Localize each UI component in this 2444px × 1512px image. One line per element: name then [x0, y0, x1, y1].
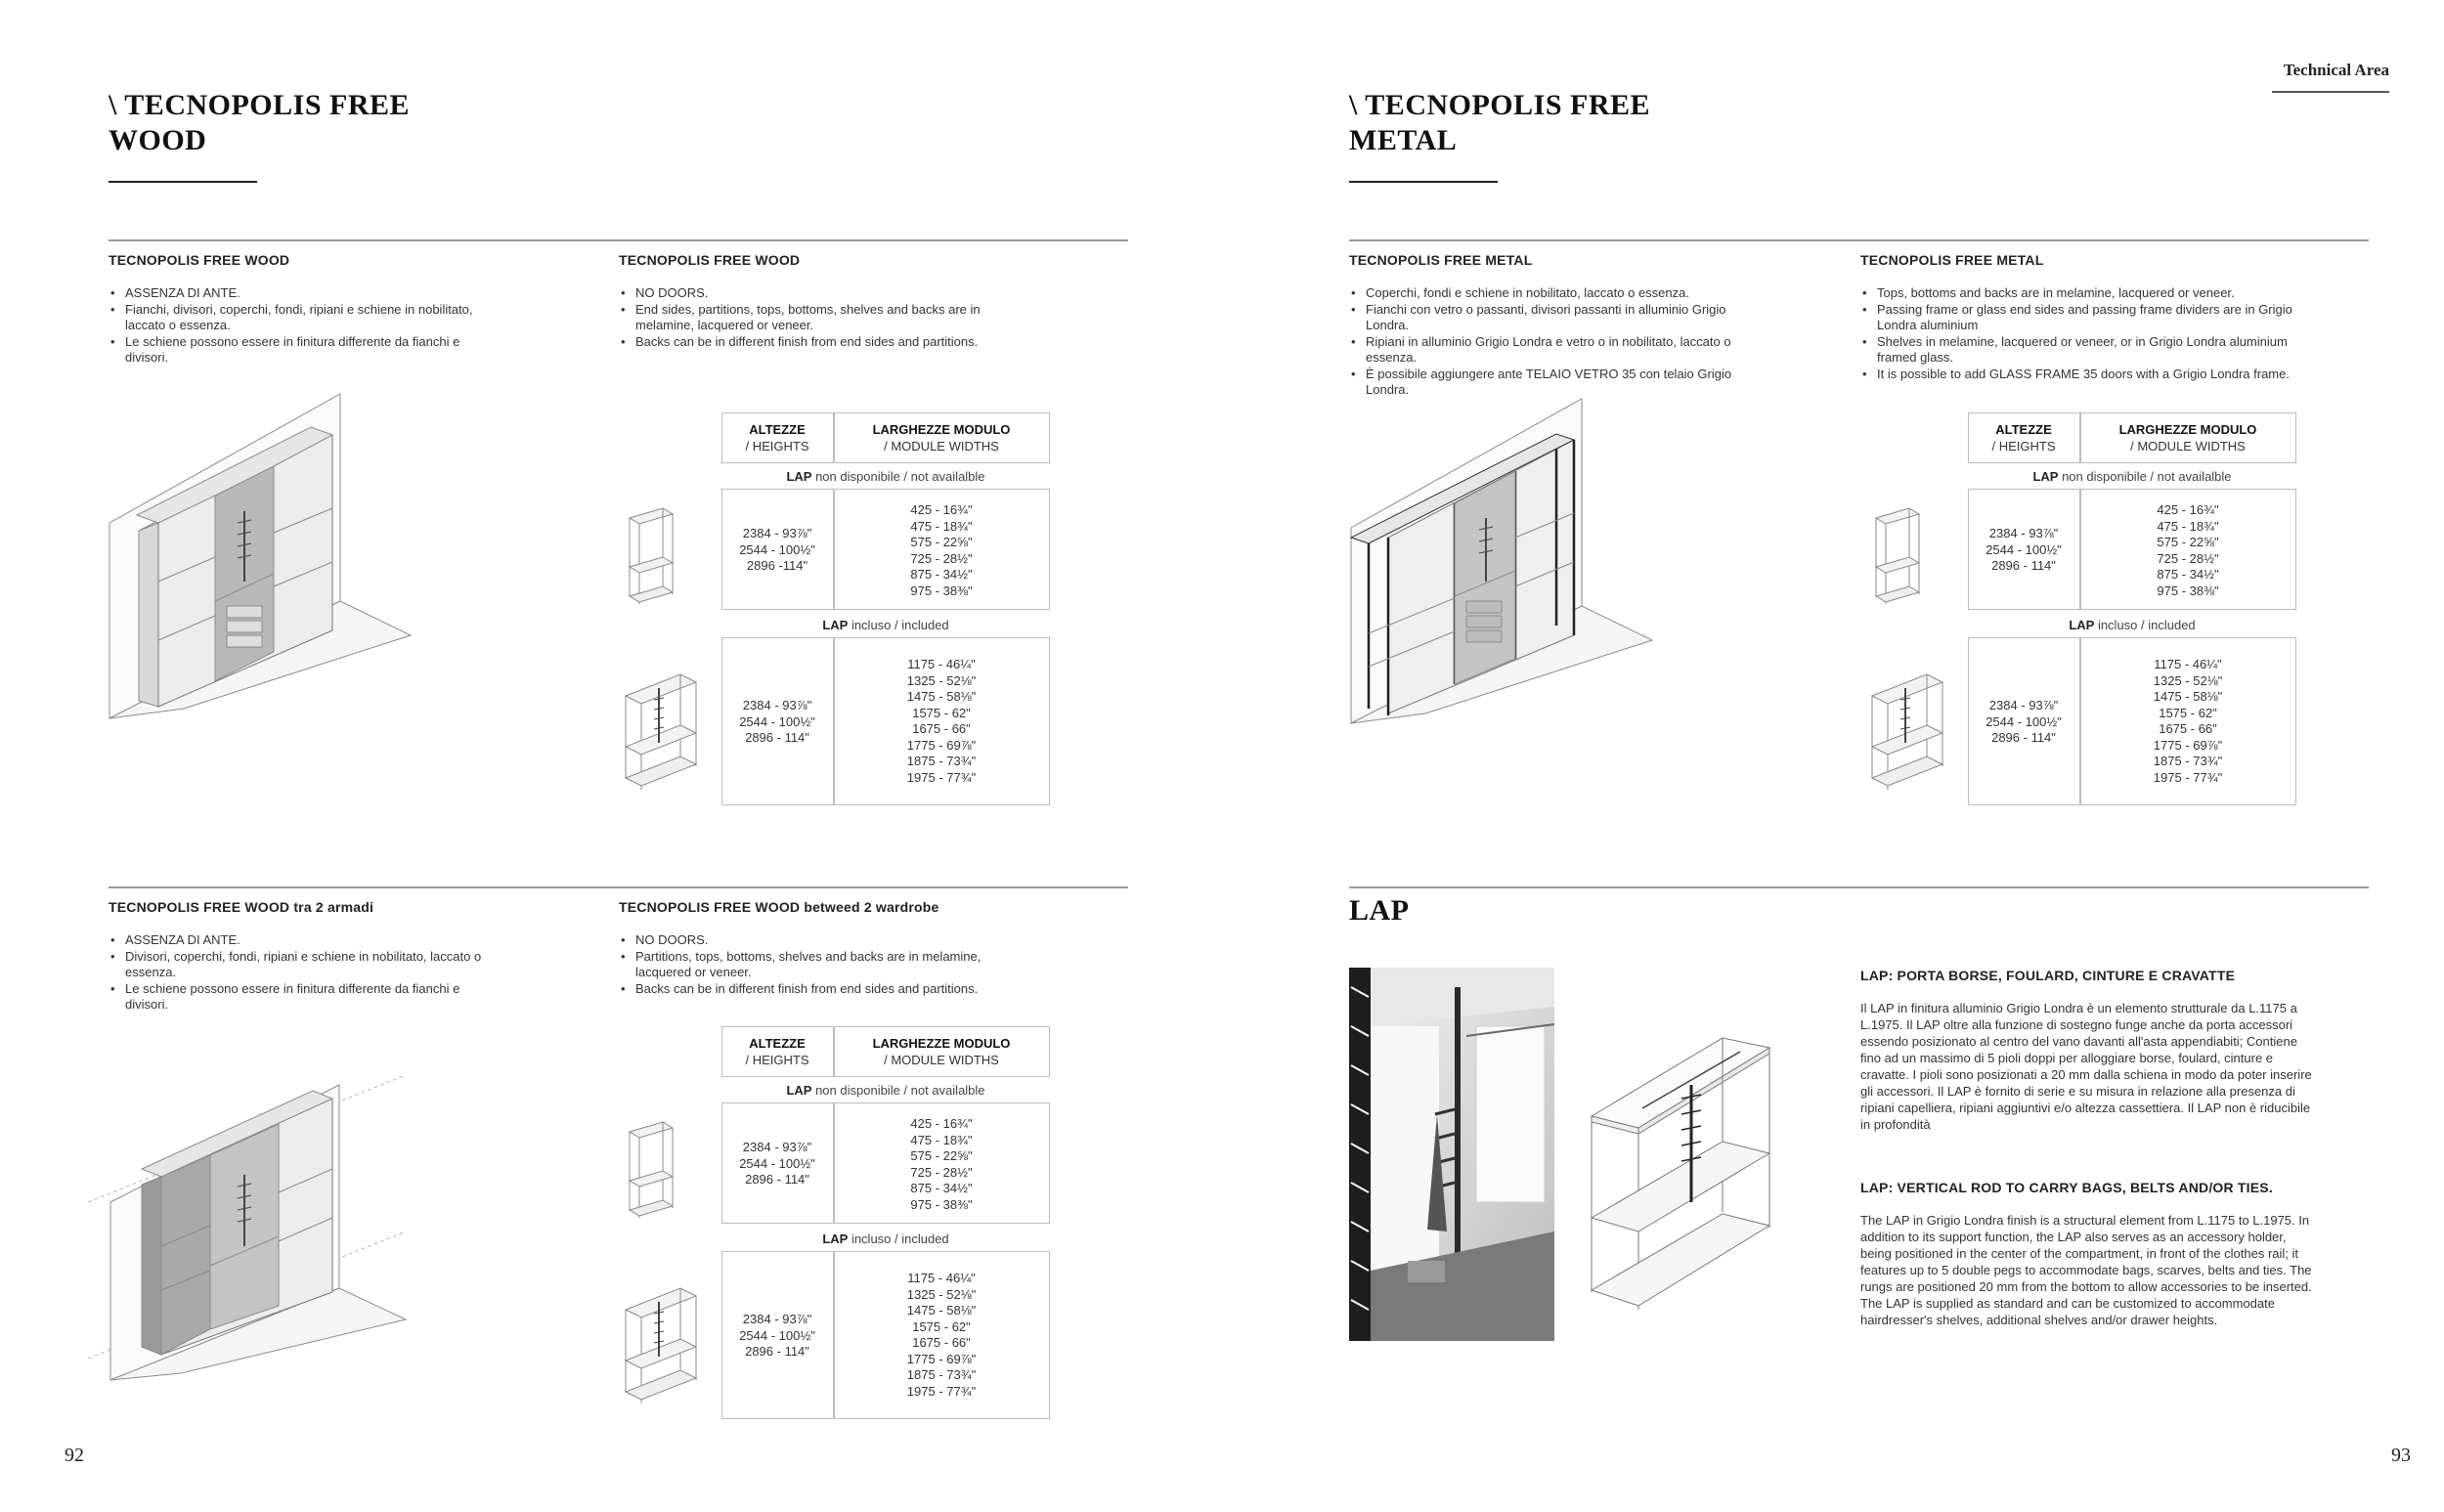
bullet-list	[109, 932, 500, 1014]
width-value: 1325 - 52⅛"	[906, 672, 977, 688]
bullet-list	[619, 285, 1029, 350]
col-header-heights: ALTEZZE	[749, 1036, 806, 1051]
width-value: 1875 - 73¾"	[906, 754, 977, 768]
module-icon-small	[622, 1120, 680, 1228]
bullet-item: • ASSENZA DI ANTE.	[109, 932, 500, 949]
lap-en-heading: LAP: VERTICAL ROD TO CARRY BAGS, BELTS AND/OR TIES.	[1860, 1180, 2273, 1195]
section-wood2-en	[619, 899, 1029, 997]
wardrobe-metal-illustration	[1339, 391, 1672, 728]
bullet-item: • Backs can be in different finish from end sides and partitions.	[619, 981, 1029, 998]
lap-included-caption: LAP incluso / included	[2069, 618, 2196, 632]
width-value: 425 - 16¾"	[910, 502, 973, 517]
col-header-heights-en: / HEIGHTS	[745, 438, 809, 454]
lap-not-available-caption: LAP non disponibile / not availalble	[786, 469, 985, 484]
width-value: 1175 - 46¼"	[907, 657, 976, 671]
col-header-heights-en: / HEIGHTS	[1991, 438, 2056, 454]
width-value: 1575 - 62"	[2159, 705, 2217, 720]
height-value: 2544 - 100½"	[1986, 541, 2062, 557]
width-value: 1325 - 52⅛"	[906, 1286, 977, 1302]
page-title-wood	[109, 88, 410, 158]
bullet-item: • End sides, partitions, tops, bottoms, shelves and backs are in melamine, lacquered or veneer.	[619, 302, 1029, 334]
width-value: 875 - 34½"	[910, 1181, 973, 1195]
width-value: 475 - 18¾"	[910, 518, 973, 534]
module-icon-small	[1868, 506, 1927, 614]
col-header-heights-en: / HEIGHTS	[745, 1052, 809, 1067]
section-label-rule	[2272, 91, 2389, 93]
section-heading: TECNOPOLIS FREE METAL	[1349, 252, 1533, 268]
bullet-item: • NO DOORS.	[619, 932, 1029, 949]
width-value: 1975 - 77¾"	[906, 769, 977, 785]
height-value: 2896 -114"	[746, 558, 808, 573]
bullet-item: • Le schiene possono essere in finitura differente da fianchi e divisori.	[109, 334, 500, 367]
bullet-item: • Fianchi con vetro o passanti, divisori passanti in alluminio Grigio Londra.	[1349, 302, 1760, 334]
height-value: 2544 - 100½"	[739, 1327, 815, 1343]
width-value: 1875 - 73¾"	[906, 1367, 977, 1382]
height-value: 2384 - 93⅞"	[742, 1140, 812, 1154]
dimension-table-wood-between	[616, 1026, 1066, 1427]
width-value: 725 - 28½"	[910, 1164, 973, 1180]
divider	[109, 886, 1128, 888]
module-icon-large-with-lap	[1866, 669, 1950, 801]
section-heading: TECNOPOLIS FREE WOOD	[619, 252, 801, 268]
width-value: 1575 - 62"	[912, 1318, 971, 1334]
section-label: Technical Area	[2283, 61, 2389, 79]
height-value: 2544 - 100½"	[739, 713, 815, 729]
bullet-list	[1860, 285, 2310, 382]
width-value: 725 - 28½"	[910, 550, 973, 566]
lap-description-en	[1860, 1180, 2320, 1328]
col-header-widths-en: / MODULE WIDTHS	[2130, 438, 2246, 454]
lap-it-text: Il LAP in finitura alluminio Grigio Londra è un elemento strutturale da L.1175 a L.1975. Il LAP oltre alla funzione di sostegno funge anche da porta accessori essendo posizionato al centro del vano davanti all'asta appendiabiti; Contiene fino ad un massimo di 5 pioli doppi per alloggiare borse, foulard, cinture e cravatte. I pioli sono posizionati a 20 mm dalla schiena in modo da poter inserire gli accessori. Il LAP è fornito di serie e su misura in relazione alla presenza di ripiani capelliera, ripiani aggiuntivi e/o altezza cassettiera. Il LAP non è riducibile in profondità	[1860, 1001, 2312, 1132]
width-value: 1475 - 58⅛"	[906, 689, 977, 704]
width-value: 725 - 28½"	[2157, 550, 2219, 566]
divider	[1349, 886, 2369, 888]
section-metal-it	[1349, 252, 1760, 399]
page-title-metal-line1: \ TECNOPOLIS FREE	[1349, 89, 1651, 121]
page-number-left: 92	[65, 1445, 84, 1466]
bullet-item: • Le schiene possono essere in finitura differente da fianchi e divisori.	[109, 981, 500, 1014]
lap-en-text: The LAP in Grigio Londra finish is a structural element from L.1175 to L.1975. In addition to its support function, the LAP also serves as an accessory holder, being positioned in the center of the compartment, in front of the clothes rail; it features up to 5 double pegs to accommodate bags, scarves, belts and ties. The rungs are positioned 20 mm from the bottom to allow accessories to be inserted. The LAP is supplied as standard and can be customized to accommodate hairdresser's shelves, additional shelves and/or drawer heights.	[1860, 1213, 2312, 1327]
width-value: 1775 - 69⅞"	[906, 1351, 977, 1366]
width-value: 1875 - 73¾"	[2153, 754, 2223, 768]
lap-description-it	[1860, 968, 2320, 1133]
bullet-item: • Ripiani in alluminio Grigio Londra e vetro o in nobilitato, laccato o essenza.	[1349, 334, 1760, 367]
height-value: 2896 - 114"	[745, 730, 809, 745]
width-value: 1175 - 46¼"	[907, 1271, 976, 1285]
col-header-widths: LARGHEZZE MODULO	[2118, 422, 2257, 437]
width-value: 475 - 18¾"	[910, 1132, 973, 1147]
width-value: 1975 - 77¾"	[2153, 769, 2223, 785]
width-value: 1325 - 52⅛"	[2153, 672, 2223, 688]
width-value: 975 - 38⅜"	[910, 583, 973, 598]
bullet-list	[619, 932, 1029, 997]
width-value: 975 - 38⅜"	[2157, 583, 2219, 598]
dimension-table-metal	[1862, 412, 2312, 813]
section-wood2-it	[109, 899, 500, 1014]
module-icon-large-with-lap	[620, 669, 704, 801]
page-number-right: 93	[2391, 1445, 2411, 1466]
width-value: 1675 - 66"	[2159, 721, 2217, 736]
height-value: 2896 - 114"	[745, 1344, 809, 1359]
width-value: 875 - 34½"	[910, 567, 973, 582]
lap-not-available-caption: LAP non disponibile / not availalble	[2032, 469, 2232, 484]
dimension-table-wood	[616, 412, 1066, 813]
title-rule	[109, 181, 257, 183]
bullet-list	[1349, 285, 1760, 399]
height-value: 2544 - 100½"	[739, 541, 815, 557]
col-header-widths-en: / MODULE WIDTHS	[884, 1052, 999, 1067]
width-value: 1575 - 62"	[912, 705, 971, 720]
page-title-wood-line2: WOOD	[109, 124, 207, 156]
bullet-item: • Tops, bottoms and backs are in melamine, lacquered or veneer.	[1860, 285, 2310, 302]
height-value: 2384 - 93⅞"	[742, 526, 812, 540]
height-value: 2384 - 93⅞"	[1988, 698, 2059, 713]
lap-included-caption: LAP incluso / included	[822, 618, 949, 632]
width-value: 1675 - 66"	[912, 721, 971, 736]
col-header-widths: LARGHEZZE MODULO	[872, 422, 1011, 437]
width-value: 1475 - 58⅛"	[2153, 689, 2223, 704]
col-header-widths-en: / MODULE WIDTHS	[884, 438, 999, 454]
height-value: 2384 - 93⅞"	[1988, 526, 2059, 540]
lap-it-heading: LAP: PORTA BORSE, FOULARD, CINTURE E CRAVATTE	[1860, 968, 2236, 983]
bullet-item: • Shelves in melamine, lacquered or veneer, or in Grigio Londra aluminium framed glass.	[1860, 334, 2310, 367]
width-value: 1775 - 69⅞"	[2153, 737, 2223, 753]
col-header-widths: LARGHEZZE MODULO	[872, 1036, 1011, 1051]
title-rule	[1349, 181, 1498, 183]
height-value: 2544 - 100½"	[1986, 713, 2062, 729]
width-value: 975 - 38⅜"	[910, 1196, 973, 1212]
lap-not-available-caption: LAP non disponibile / not availalble	[786, 1083, 985, 1098]
bullet-item: • È possibile aggiungere ante TELAIO VETRO 35 con telaio Grigio Londra.	[1349, 367, 1760, 399]
bullet-item: • Coperchi, fondi e schiene in nobilitato, laccato o essenza.	[1349, 285, 1760, 302]
width-value: 1475 - 58⅛"	[906, 1303, 977, 1318]
section-heading: TECNOPOLIS FREE WOOD betweed 2 wardrobe	[619, 899, 939, 915]
width-value: 1775 - 69⅞"	[906, 737, 977, 753]
width-value: 1975 - 77¾"	[906, 1383, 977, 1399]
section-heading: TECNOPOLIS FREE METAL	[1860, 252, 2044, 268]
bullet-item: • Fianchi, divisori, coperchi, fondi, ripiani e schiene in nobilitato, laccato o essenza.	[109, 302, 500, 334]
lap-rod-illustration	[1584, 1026, 1779, 1310]
bullet-item: • Passing frame or glass end sides and passing frame dividers are in Grigio Londra aluminium	[1860, 302, 2310, 334]
height-value: 2384 - 93⅞"	[742, 698, 812, 713]
bullet-item: • NO DOORS.	[619, 285, 1029, 302]
height-value: 2384 - 93⅞"	[742, 1312, 812, 1326]
divider	[109, 239, 1128, 241]
module-icon-small	[622, 506, 680, 614]
bullet-item: • Partitions, tops, bottoms, shelves and backs are in melamine, lacquered or veneer.	[619, 949, 1029, 981]
width-value: 425 - 16¾"	[910, 1116, 973, 1131]
bullet-item: • It is possible to add GLASS FRAME 35 doors with a Grigio Londra frame.	[1860, 367, 2310, 383]
divider	[1349, 239, 2369, 241]
bullet-item: • Backs can be in different finish from end sides and partitions.	[619, 334, 1029, 351]
width-value: 475 - 18¾"	[2157, 518, 2219, 534]
width-value: 875 - 34½"	[2157, 567, 2219, 582]
page-title-wood-line1: \ TECNOPOLIS FREE	[109, 89, 411, 121]
width-value: 1175 - 46¼"	[2154, 657, 2222, 671]
lap-title: LAP	[1349, 894, 1410, 927]
closet-interior-photo	[1349, 968, 1554, 1341]
width-value: 575 - 22⅝"	[910, 535, 973, 549]
wardrobe-wood-illustration	[98, 386, 430, 723]
bullet-item: • Divisori, coperchi, fondi, ripiani e schiene in nobilitato, laccato o essenza.	[109, 949, 500, 981]
section-heading: TECNOPOLIS FREE WOOD	[109, 252, 290, 268]
lap-included-caption: LAP incluso / included	[822, 1231, 949, 1246]
col-header-heights: ALTEZZE	[749, 422, 806, 437]
height-value: 2544 - 100½"	[739, 1155, 815, 1171]
width-value: 1675 - 66"	[912, 1335, 971, 1350]
section-heading: TECNOPOLIS FREE WOOD tra 2 armadi	[109, 899, 374, 915]
module-icon-large-with-lap	[620, 1282, 704, 1415]
height-value: 2896 - 114"	[745, 1172, 809, 1187]
bullet-list	[109, 285, 500, 367]
page-title-metal	[1349, 88, 1650, 158]
page-title-metal-line2: METAL	[1349, 124, 1458, 156]
height-value: 2896 - 114"	[1991, 558, 2056, 573]
width-value: 425 - 16¾"	[2157, 502, 2219, 517]
section-wood-en	[619, 252, 1029, 350]
section-wood-it	[109, 252, 500, 367]
section-metal-en	[1860, 252, 2310, 382]
col-header-heights: ALTEZZE	[1995, 422, 2052, 437]
height-value: 2896 - 114"	[1991, 730, 2056, 745]
wardrobe-wood-between-illustration	[83, 1036, 435, 1388]
width-value: 575 - 22⅝"	[2157, 535, 2219, 549]
bullet-item: • ASSENZA DI ANTE.	[109, 285, 500, 302]
width-value: 575 - 22⅝"	[910, 1148, 973, 1163]
